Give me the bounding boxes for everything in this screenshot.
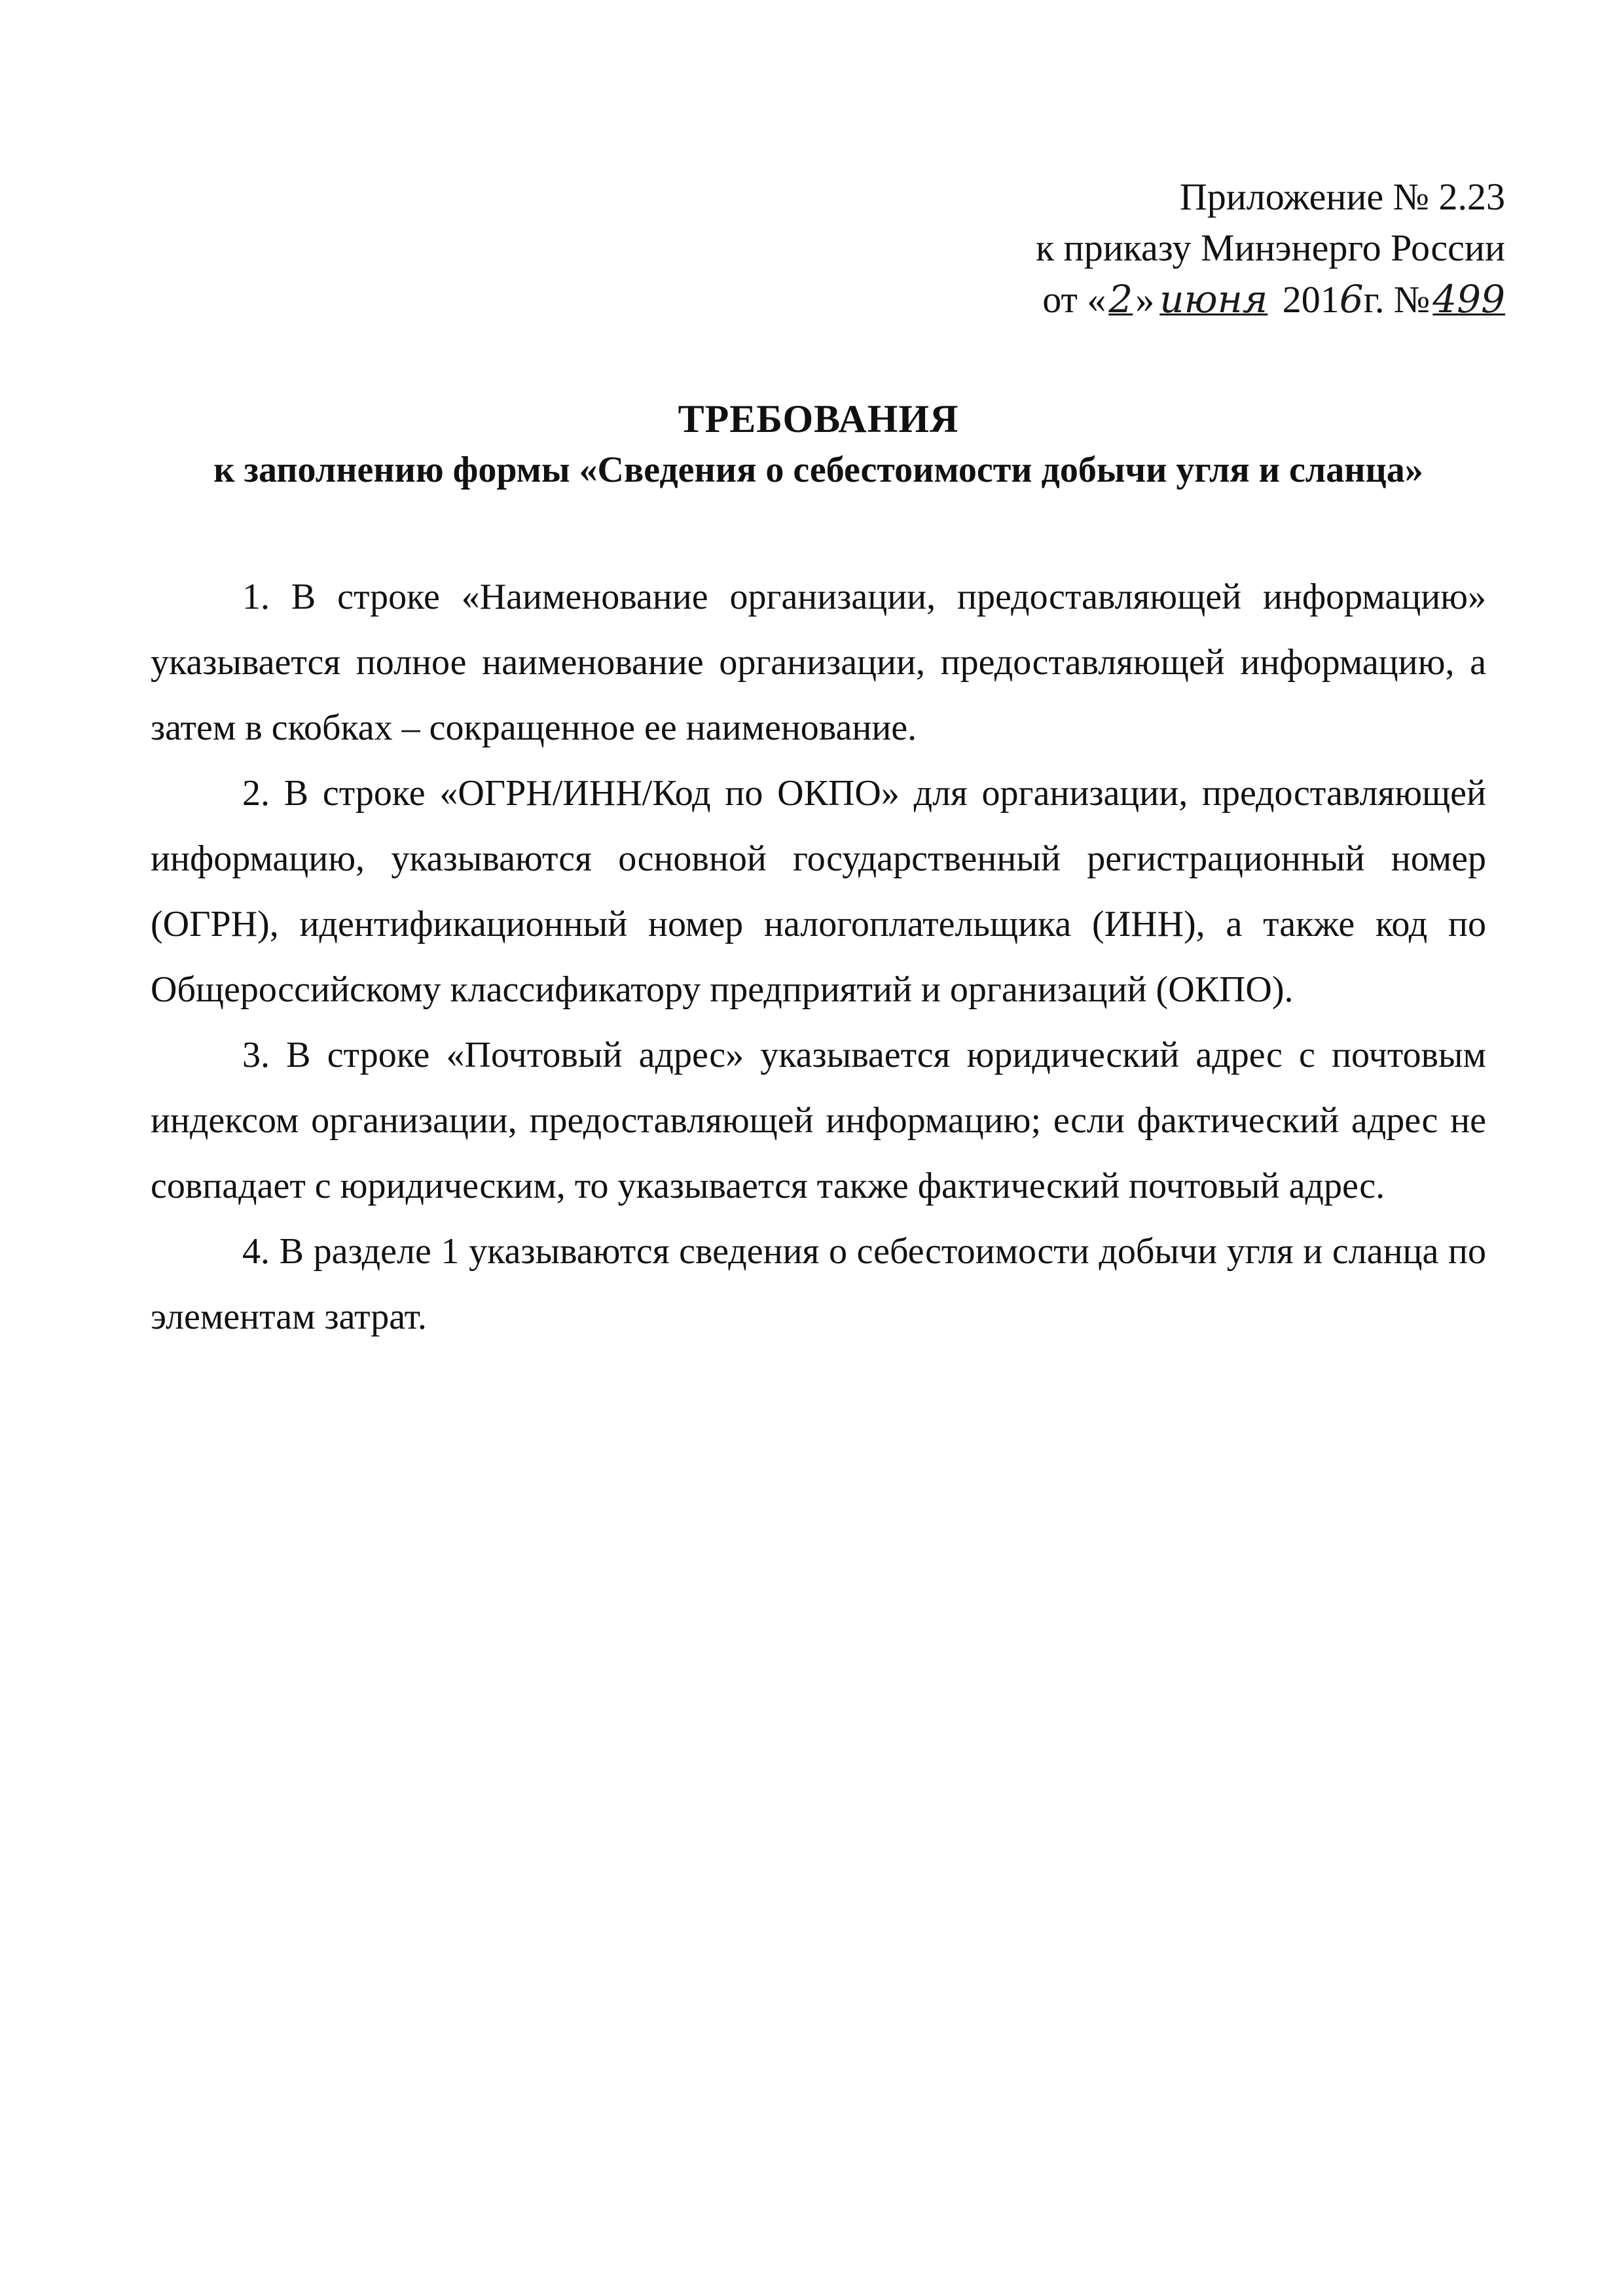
requirements-body [151, 564, 1486, 1350]
paragraph-2: 2. В строке «ОГРН/ИНН/Код по ОКПО» для организации, предоставляющей информацию, указываются основной государственный регистрационный номер (ОГРН), идентификационный номер налогоплательщика (ИНН), а также код по Общероссийскому классификатору предприятий и организаций (ОКПО). [151, 773, 1486, 1010]
handwritten-year-digit: 6 [1339, 277, 1364, 321]
handwritten-order-number: 499 [1432, 277, 1505, 321]
paragraph-3: 3. В строке «Почтовый адрес» указывается юридический адрес с почтовым индексом организации, предоставляющей информацию; если фактический адрес не совпадает с юридическим, то указывается также фактический почтовый адрес. [151, 1035, 1486, 1206]
date-close-quote: » [1135, 278, 1155, 321]
order-reference: к приказу Минэнерго России [1036, 226, 1505, 269]
title-subtitle: к заполнению формы «Сведения о себестоимости добычи угля и сланца» [213, 450, 1423, 490]
document-title [151, 393, 1486, 495]
date-suffix: г. № [1363, 278, 1431, 321]
date-prefix: от « [1042, 278, 1106, 321]
handwritten-day: 2 [1108, 277, 1133, 321]
paragraph-4: 4. В разделе 1 указываются сведения о себестоимости добычи угля и сланца по элементам затрат. [151, 1231, 1486, 1337]
attachment-header [916, 171, 1505, 325]
title-main: ТРЕБОВАНИЯ [678, 397, 959, 440]
order-date-line [916, 274, 1505, 325]
date-year-prefix: 201 [1282, 278, 1340, 321]
attachment-number: Приложение № 2.23 [1179, 175, 1505, 218]
paragraph-1: 1. В строке «Наименование организации, предоставляющей информацию» указывается полное наименование организации, предоставляющей информацию, а затем в скобках – сокращенное ее наименование. [151, 577, 1486, 748]
handwritten-month: июня [1159, 277, 1268, 321]
